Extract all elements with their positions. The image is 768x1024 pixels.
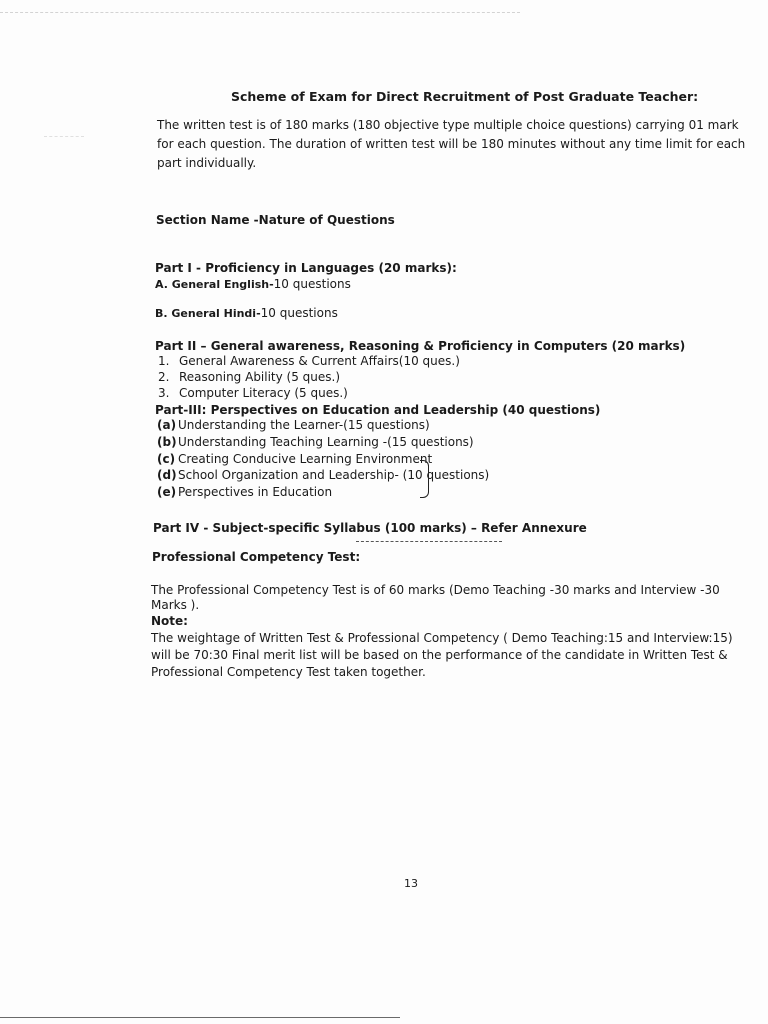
part2-heading: Part II – General awareness, Reasoning & Proficiency in Computers (20 marks): [155, 339, 686, 353]
part2-item-2: [158, 370, 340, 384]
list-marker: (d): [157, 468, 177, 482]
document-title: Scheme of Exam for Direct Recruitment of Post Graduate Teacher:: [231, 89, 699, 104]
list-text: School Organization and Leadership- (10 questions): [178, 468, 490, 482]
list-text: Creating Conducive Learning Environment: [178, 452, 433, 466]
list-marker: (c): [157, 452, 176, 466]
part4-heading: Part IV - Subject-specific Syllabus (100 marks) – Refer Annexure: [153, 521, 587, 535]
list-marker: 2.: [158, 370, 170, 384]
note-paragraph: [151, 630, 751, 681]
part3-item-c: [157, 452, 432, 466]
intro-line: The written test is of 180 marks (180 objective type multiple choice questions) carrying 01 mark: [157, 118, 739, 132]
part3-item-b: [157, 435, 474, 449]
list-marker: 3.: [158, 386, 170, 400]
part1-item-a: [155, 277, 351, 291]
intro-line: part individually.: [157, 156, 257, 170]
intro-paragraph: [157, 116, 747, 173]
part3-item-d: [157, 468, 489, 482]
part3-item-e: [157, 485, 332, 499]
part1-item-label: B. General Hindi-: [155, 307, 261, 320]
note-line: will be 70:30 Final merit list will be based on the performance of the candidate in Written Test &: [151, 648, 728, 662]
list-text: Understanding Teaching Learning -(15 questions): [178, 435, 474, 449]
pct-paragraph: [151, 583, 751, 613]
list-text: Understanding the Learner-(15 questions): [178, 418, 430, 432]
part3-heading: Part-III: Perspectives on Education and Leadership (40 questions): [155, 403, 601, 417]
part3-item-a: [157, 418, 430, 432]
pct-line: The Professional Competency Test is of 60 marks (Demo Teaching -30 marks and Interview -30: [151, 583, 720, 597]
part2-item-3: [158, 386, 348, 400]
part1-item-text: 10 questions: [260, 306, 338, 320]
grouping-brace: [420, 460, 429, 498]
list-marker: (a): [157, 418, 177, 432]
part1-item-text: 10 questions: [273, 277, 351, 291]
scan-artifact-top: [0, 12, 520, 15]
part1-item-b: [155, 306, 338, 320]
scan-artifact-left: [44, 136, 84, 137]
list-text: Reasoning Ability (5 ques.): [179, 370, 341, 384]
pct-heading: Professional Competency Test:: [152, 550, 361, 564]
list-text: Computer Literacy (5 ques.): [179, 386, 348, 400]
note-line: Professional Competency Test taken together.: [151, 665, 426, 679]
list-marker: (b): [157, 435, 177, 449]
list-text: General Awareness & Current Affairs(10 ques.): [179, 354, 460, 368]
dashed-separator: [356, 541, 502, 542]
scan-artifact-bottom: [0, 1017, 400, 1018]
list-text: Perspectives in Education: [178, 485, 333, 499]
intro-line: for each question. The duration of written test will be 180 minutes without any time limit for each: [157, 137, 746, 151]
part1-heading: Part I - Proficiency in Languages (20 marks):: [155, 261, 457, 275]
note-heading: Note:: [151, 614, 188, 628]
part1-item-label: A. General English-: [155, 278, 274, 291]
part2-item-1: [158, 354, 460, 368]
list-marker: 1.: [158, 354, 170, 368]
list-marker: (e): [157, 485, 177, 499]
page-number: 13: [404, 877, 418, 890]
section-heading: Section Name -Nature of Questions: [156, 213, 395, 227]
note-line: The weightage of Written Test & Professional Competency ( Demo Teaching:15 and Interview:15): [151, 631, 733, 645]
pct-line: Marks ).: [151, 598, 200, 612]
